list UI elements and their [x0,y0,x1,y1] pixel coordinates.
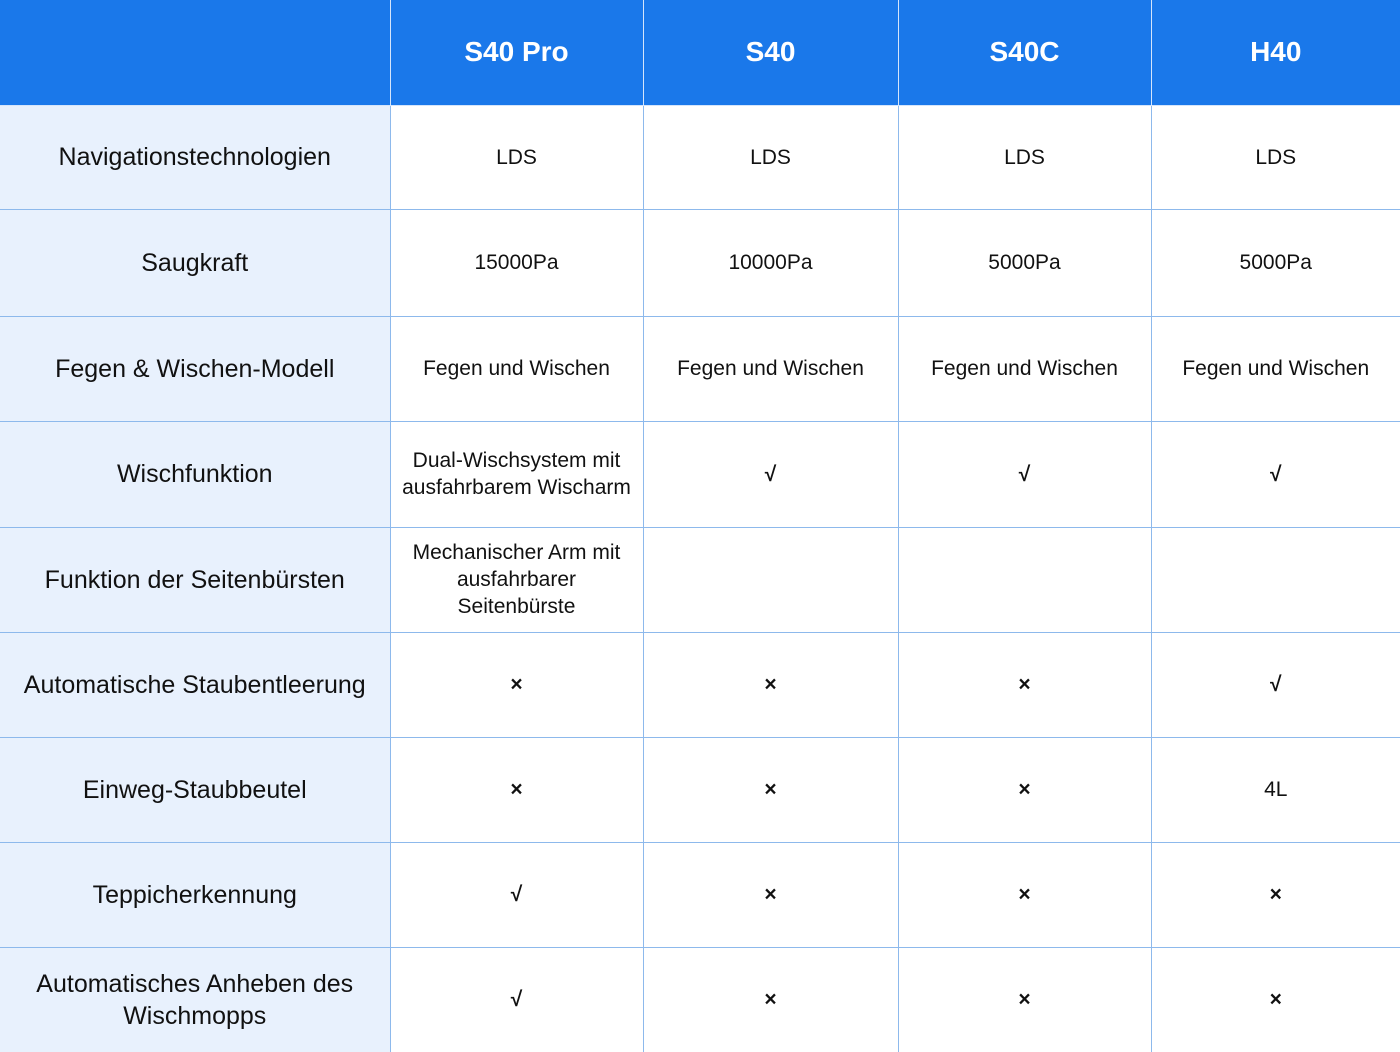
table-cell: 5000Pa [1151,209,1400,316]
model-header-h40: H40 [1151,0,1400,105]
cross-mark: × [898,632,1151,737]
table-cell: Mechanischer Arm mit ausfahrbarer Seitenbürste [390,527,643,632]
table-cell: Fegen und Wischen [390,316,643,421]
table-cell [1151,527,1400,632]
feature-label: Fegen & Wischen-Modell [0,316,390,421]
table-cell: LDS [390,105,643,209]
table-cell: Fegen und Wischen [643,316,898,421]
table-cell: 10000Pa [643,209,898,316]
check-mark: √ [1151,632,1400,737]
header-corner-cell [0,0,390,105]
cross-mark: × [898,737,1151,842]
table-row [0,421,1400,527]
cross-mark: × [898,947,1151,1052]
feature-label: Funktion der Seitenbürsten [0,527,390,632]
table-cell: 4L [1151,737,1400,842]
table-row [0,842,1400,947]
model-header-s40-pro: S40 Pro [390,0,643,105]
table-row [0,737,1400,842]
table-cell [898,527,1151,632]
table-row [0,527,1400,632]
table-cell: 15000Pa [390,209,643,316]
feature-label: Automatisches Anheben des Wischmopps [0,947,390,1052]
check-mark: √ [643,421,898,527]
table-cell: LDS [1151,105,1400,209]
table-cell: LDS [643,105,898,209]
feature-label: Navigationstechnologien [0,105,390,209]
feature-label: Einweg-Staubbeutel [0,737,390,842]
table-cell: Dual-Wischsystem mit ausfahrbarem Wischarm [390,421,643,527]
cross-mark: × [643,737,898,842]
table-row [0,947,1400,1052]
feature-label: Saugkraft [0,209,390,316]
cross-mark: × [390,632,643,737]
check-mark: √ [1151,421,1400,527]
check-mark: √ [390,842,643,947]
feature-label: Wischfunktion [0,421,390,527]
table-row [0,632,1400,737]
cross-mark: × [1151,947,1400,1052]
table-row [0,316,1400,421]
cross-mark: × [643,632,898,737]
feature-label: Teppicherkennung [0,842,390,947]
table-row [0,209,1400,316]
table-cell: 5000Pa [898,209,1151,316]
cross-mark: × [898,842,1151,947]
model-header-s40: S40 [643,0,898,105]
table-cell: LDS [898,105,1151,209]
cross-mark: × [390,737,643,842]
table-cell [643,527,898,632]
table-cell: Fegen und Wischen [898,316,1151,421]
cross-mark: × [643,947,898,1052]
cross-mark: × [1151,842,1400,947]
cross-mark: × [643,842,898,947]
check-mark: √ [898,421,1151,527]
table-row [0,105,1400,209]
check-mark: √ [390,947,643,1052]
header-row [0,0,1400,105]
feature-label: Automatische Staubentleerung [0,632,390,737]
table-cell: Fegen und Wischen [1151,316,1400,421]
model-header-s40c: S40C [898,0,1151,105]
